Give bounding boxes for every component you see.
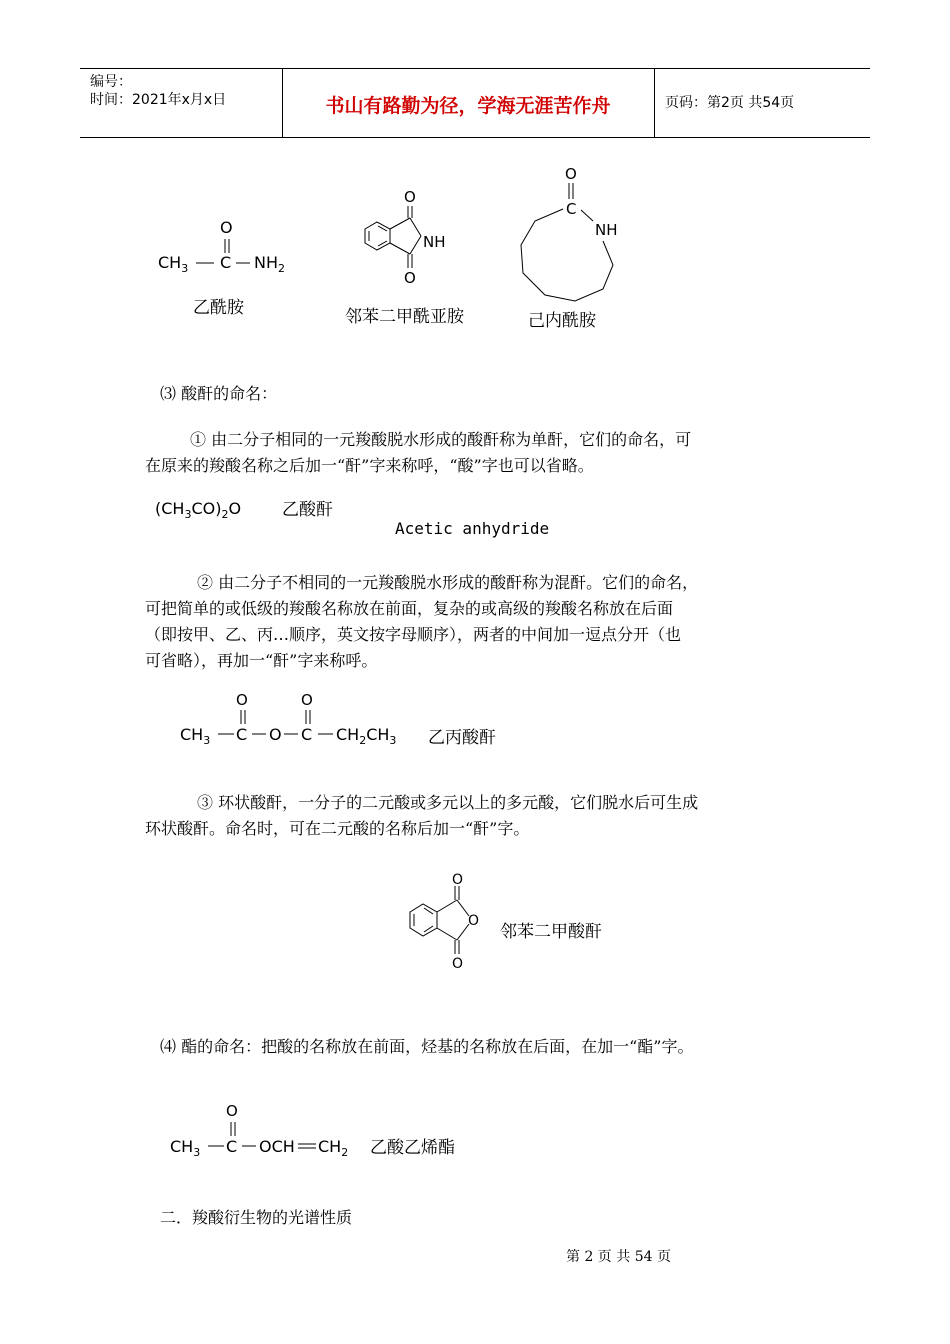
svg-text:C: C [226,1137,238,1156]
section3-para1-line2: 在原来的羧酸名称之后加一“酐”字来称呼，“酸”字也可以省略。 [145,456,594,475]
svg-text:O: O [226,1102,238,1120]
svg-text:O: O [452,956,464,972]
page-header [80,68,870,138]
svg-text:NH: NH [595,221,618,239]
date-label: 时间：2021年x月x日 [90,92,227,108]
section3-title: ⑶ 酸酐的命名： [160,384,278,403]
caprolactam-structure [515,165,635,310]
svg-text:CH3: $CH_3$ [158,253,189,275]
section3-para2-line2: 可把简单的或低级的羧酸名称放在前面，复杂的或高级的羧酸名称放在后面 [145,599,674,618]
phthalimide-label: 邻苯二甲酰亚胺 [345,307,464,327]
vinyl-acetate-name: 乙酸乙烯酯 [370,1138,455,1158]
code-label: 编号： [90,74,132,90]
svg-text:O: O [404,269,416,287]
footer-page-number: 第 2 页 共 54 页 [566,1249,671,1265]
svg-text:NH: NH [423,233,446,251]
vinyl-acetate-structure [168,1100,368,1160]
svg-text:CH2: $CH_2$ [318,1137,349,1159]
header-page-cell [655,69,870,137]
svg-text:CH3: $CH_3$ [180,725,211,747]
section4-title: ⑷ 酯的命名：把酸的名称放在前面，烃基的名称放在后面，在加一“酯”字。 [160,1037,694,1056]
acetic-anhydride-name: 乙酸酐 [282,500,333,520]
phthalic-anhydride-structure [405,870,495,980]
phthalic-anhydride-name: 邻苯二甲酸酐 [500,922,602,942]
acetic-anhydride-english: Acetic anhydride [395,519,550,538]
svg-text:C: C [220,253,232,272]
svg-text:CH3: $CH_3$ [170,1137,201,1159]
section3-para2-line3: （即按甲、乙、丙…顺序，英文按字母顺序），两者的中间加一逗点分开（也 [145,625,682,644]
svg-text:O: O [404,188,416,206]
svg-text:CH2CH3: $CH_2CH_3$ [336,725,397,747]
section3-para3-line1: ③ 环状酸酐，一分子的二元酸或多元以上的多元酸，它们脱水后可生成 [197,793,699,812]
section3-para2-line1: ② 由二分子不相同的一元羧酸脱水形成的酸酐称为混酐。它们的命名， [197,573,699,592]
svg-text:C: C [301,725,313,744]
svg-text:OCH: OCH [259,1137,295,1156]
phthalimide-structure [355,188,465,298]
acetic-anhydride-formula [155,494,275,524]
svg-text:O: O [236,691,248,709]
mixed-anhydride-structure [178,690,418,750]
svg-text:O: O [269,725,282,744]
svg-text:O: O [452,872,464,888]
svg-text:O: O [565,165,577,183]
section3-para3-line2: 环状酸酐。命名时，可在二元酸的名称后加一“酐”字。 [145,819,530,838]
svg-text:O: O [301,691,313,709]
svg-text:O: O [220,218,233,237]
svg-text:C: C [236,725,248,744]
svg-text:O: O [468,913,480,929]
acetamide-label: 乙酰胺 [193,298,244,318]
section-two-title: 二．羧酸衍生物的光谱性质 [160,1208,353,1227]
acetamide-structure [150,215,310,285]
caprolactam-label: 己内酰胺 [528,311,596,331]
header-left-cell [80,69,283,137]
motto: 书山有路勤为径，学海无涯苦作舟 [325,95,611,117]
svg-text:(CH3CO)2O: $(CH_3CO)_2O$ [155,499,242,521]
svg-text:C: C [566,200,577,218]
header-motto-cell [282,69,655,137]
mixed-anhydride-name: 乙丙酸酐 [428,728,496,748]
svg-text:NH2: $NH_2$ [254,253,285,275]
section3-para1-line1: ① 由二分子相同的一元羧酸脱水形成的酸酐称为单酐，它们的命名，可 [190,430,692,449]
section3-para2-line4: 可省略），再加一“酐”字来称呼。 [145,651,378,670]
header-page-info: 页码：第2页 共54页 [665,95,795,111]
